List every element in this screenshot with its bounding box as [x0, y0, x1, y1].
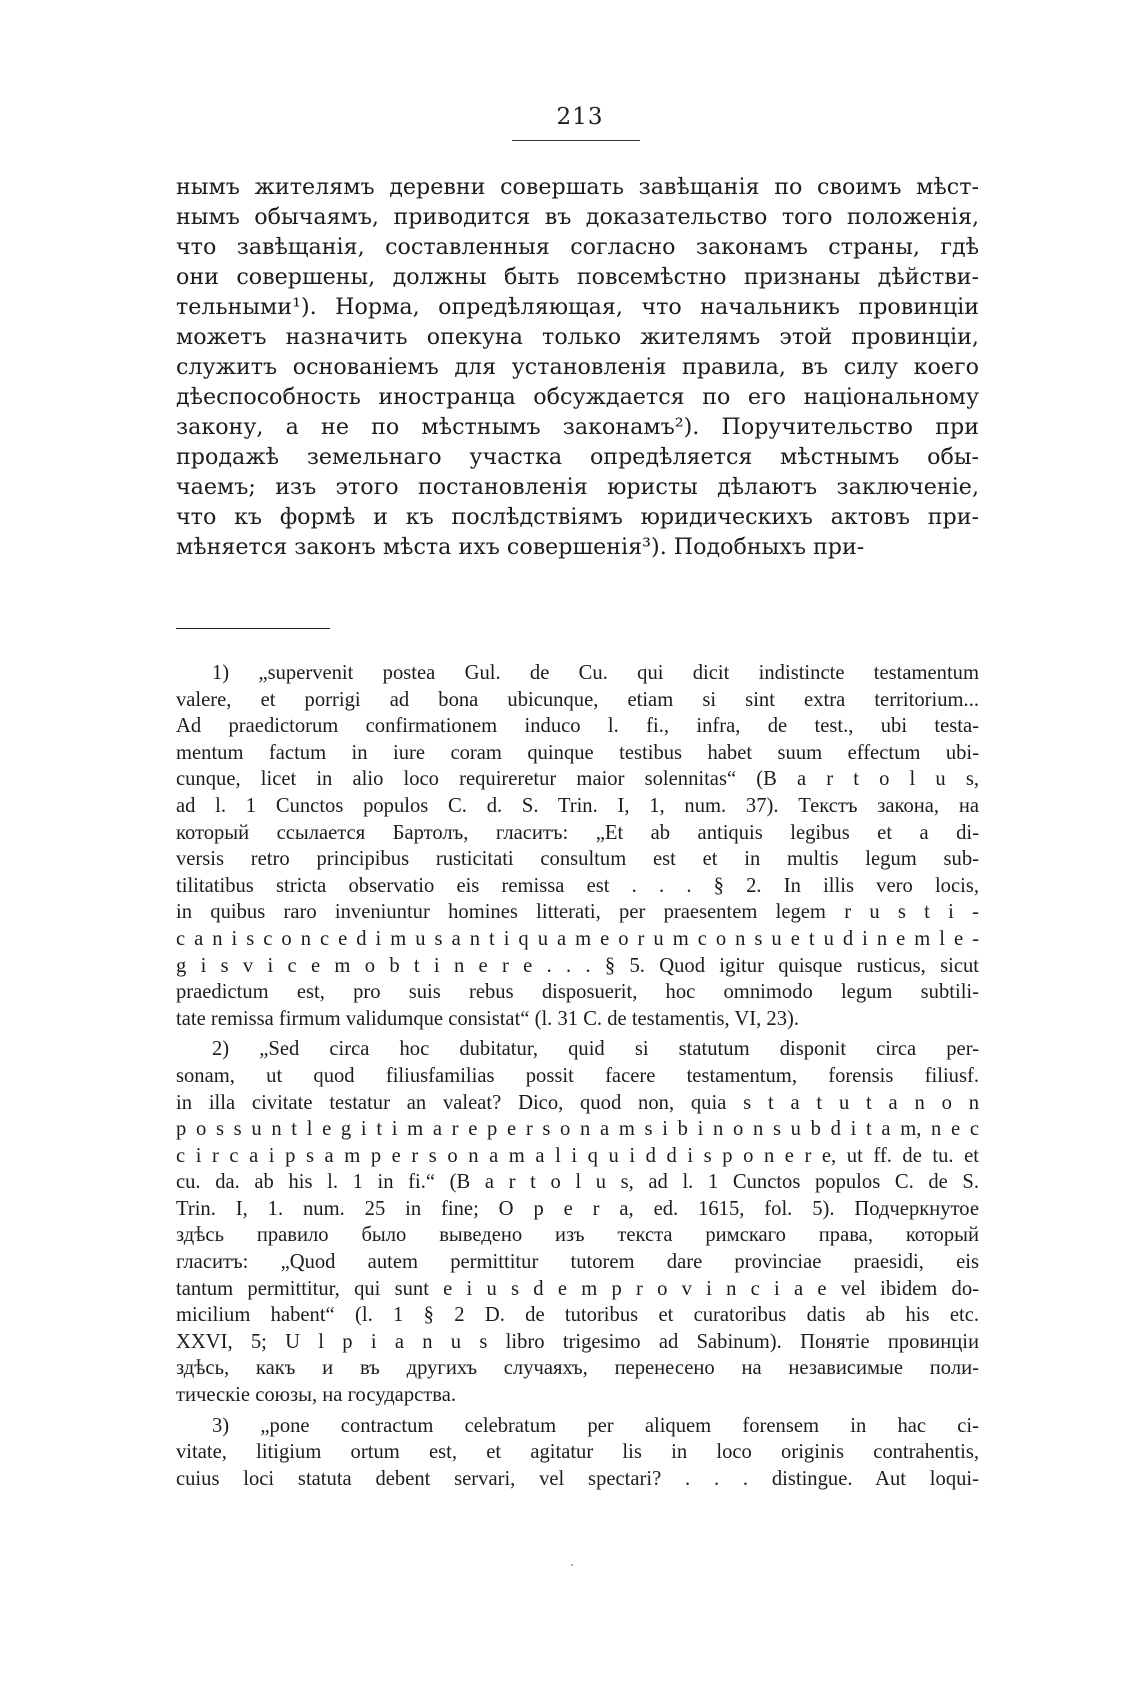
footnote-2	[176, 1036, 979, 1408]
footnote-line: tantum permittitur, qui sunt e i u s d e m p r o v i n c i a e vel ibidem do-	[176, 1277, 979, 1300]
main-text-line: можетъ назначить опекуна только жителямъ этой провинціи,	[176, 324, 979, 350]
footnote-line: in quibus raro inveniuntur homines litterati, per praesentem legem r u s t i -	[176, 901, 979, 924]
footnote-line: sonam, ut quod filiusfamilias possit facere testamentum, forensis filiusf.	[176, 1064, 979, 1087]
footnote-line: Ad praedictorum confirmationem induco l. fi., infra, de test., ubi testa-	[176, 715, 979, 738]
main-text-line: служитъ основаніемъ для установленія правила, въ силу коего	[176, 354, 979, 380]
footnote-line: гласитъ: „Quod autem permittitur tutorem dare provinciae praesidi, eis	[176, 1251, 979, 1274]
footnote-line: valere, et porrigi ad bona ubicunque, etiam si sint extra territorium...	[176, 688, 979, 711]
footnote-line: c i r c a i p s a m p e r s o n a m a l i q u i d d i s p o n e r e, ut ff. de tu. et	[176, 1144, 979, 1167]
main-text-line: что завѣщанія, составленныя согласно законамъ страны, гдѣ	[176, 234, 979, 260]
main-text-line: продажѣ земельнаго участка опредѣляется мѣстнымъ обы-	[176, 444, 979, 470]
footnote-3	[176, 1413, 979, 1493]
footnote-line: in illa civitate testatur an valeat? Dico, quod non, quia s t a t u t a n o n	[176, 1091, 979, 1114]
main-text	[176, 172, 979, 562]
header-rule	[512, 140, 640, 141]
main-text-line: что къ формѣ и къ послѣдствіямъ юридическихъ актовъ при-	[176, 504, 979, 530]
footnote-line: 3) „pone contractum celebratum per aliquem forensem in hac ci-	[212, 1414, 979, 1437]
footnote-line: ad l. 1 Cunctos populos C. d. S. Trin. I, 1, num. 37). Текстъ закона, на	[176, 794, 979, 817]
main-text-line: чаемъ; изъ этого постановленія юристы дѣлаютъ заключеніе,	[176, 474, 979, 500]
page-number: 213	[556, 104, 604, 130]
main-text-line: нымъ жителямъ деревни совершать завѣщанія по своимъ мѣст-	[176, 174, 979, 200]
main-text-line: мѣняется законъ мѣста ихъ совершенія³). Подобныхъ при-	[176, 534, 865, 560]
footnote-line: mentum factum in iure coram quinque testibus habet suum effectum ubi-	[176, 741, 979, 764]
footnote-line: tilitatibus stricta observatio eis remissa est . . . § 2. In illis vero locis,	[176, 874, 979, 897]
main-text-line: они совершены, должны быть повсемѣстно признаны дѣйстви-	[176, 264, 979, 290]
footnote-separator	[176, 628, 330, 629]
footnote-line: c a n i s c o n c e d i m u s a n t i q u a m e o r u m c o n s u e t u d i n e m l e -	[176, 927, 979, 950]
main-text-line: дѣеспособность иностранца обсуждается по его національному	[176, 384, 979, 410]
footnote-line: micilium habent“ (l. 1 § 2 D. de tutoribus et curatoribus datis ab his etc.	[176, 1304, 979, 1327]
footnote-line: XXVI, 5; U l p i a n u s libro trigesimo ad Sabinum). Понятіе провинціи	[176, 1330, 979, 1353]
footnote-line: cuius loci statuta debent servari, vel spectari? . . . distingue. Aut loqui-	[176, 1467, 979, 1490]
footnote-line: versis retro principibus rusticitati consultum est et in multis legum sub-	[176, 848, 979, 871]
main-text-line: закону, а не по мѣстнымъ законамъ²). Поручительство при	[176, 414, 979, 440]
footnote-line: cunque, licet in alio loco requireretur maior solennitas“ (B a r t o l u s,	[176, 768, 979, 791]
footnote-line: vitate, litigium ortum est, et agitatur lis in loco originis contrahentis,	[176, 1441, 979, 1464]
footnote-line: praedictum est, pro suis rebus disposuerit, hoc omnimodo legum subtili-	[176, 981, 979, 1004]
footnote-line: Trin. I, 1. num. 25 in fine; O p e r a, ed. 1615, fol. 5). Подчеркнутое	[176, 1197, 979, 1220]
footnote-line: тическіе союзы, на государства.	[176, 1384, 456, 1407]
footnote-line: здѣсь, какъ и въ другихъ случаяхъ, перенесено на независимые поли-	[176, 1357, 979, 1380]
footnote-line: здѣсь правило было выведено изъ текста римскаго права, который	[176, 1224, 979, 1247]
footnote-line: 2) „Sed circa hoc dubitatur, quid si statutum disponit circa per-	[212, 1038, 979, 1061]
footnote-line: g i s v i c e m o b t i n e r e . . . § 5. Quod igitur quisque rusticus, sicut	[176, 954, 979, 977]
footnote-1	[176, 660, 979, 1032]
main-text-line: тельными¹). Норма, опредѣляющая, что начальникъ провинціи	[176, 294, 979, 320]
bottom-mark: ˴	[570, 1556, 574, 1570]
footnote-line: p o s s u n t l e g i t i m a r e p e r s o n a m s i b i n o n s u b d i t a m, n e c	[176, 1118, 979, 1141]
footnotes	[176, 660, 979, 1492]
footnote-line: который ссылается Бартолъ, гласитъ: „Et ab antiquis legibus et a di-	[176, 821, 979, 844]
footnote-line: cu. da. ab his l. 1 in fi.“ (B a r t o l u s, ad l. 1 Cunctos populos C. de S.	[176, 1171, 979, 1194]
footnote-line: 1) „supervenit postea Gul. de Cu. qui dicit indistincte testamentum	[212, 662, 979, 684]
footnote-line: tate remissa firmum validumque consistat“ (l. 31 C. de testamentis, VI, 23).	[176, 1007, 800, 1030]
main-text-line: нымъ обычаямъ, приводится въ доказательство того положенія,	[176, 204, 979, 230]
